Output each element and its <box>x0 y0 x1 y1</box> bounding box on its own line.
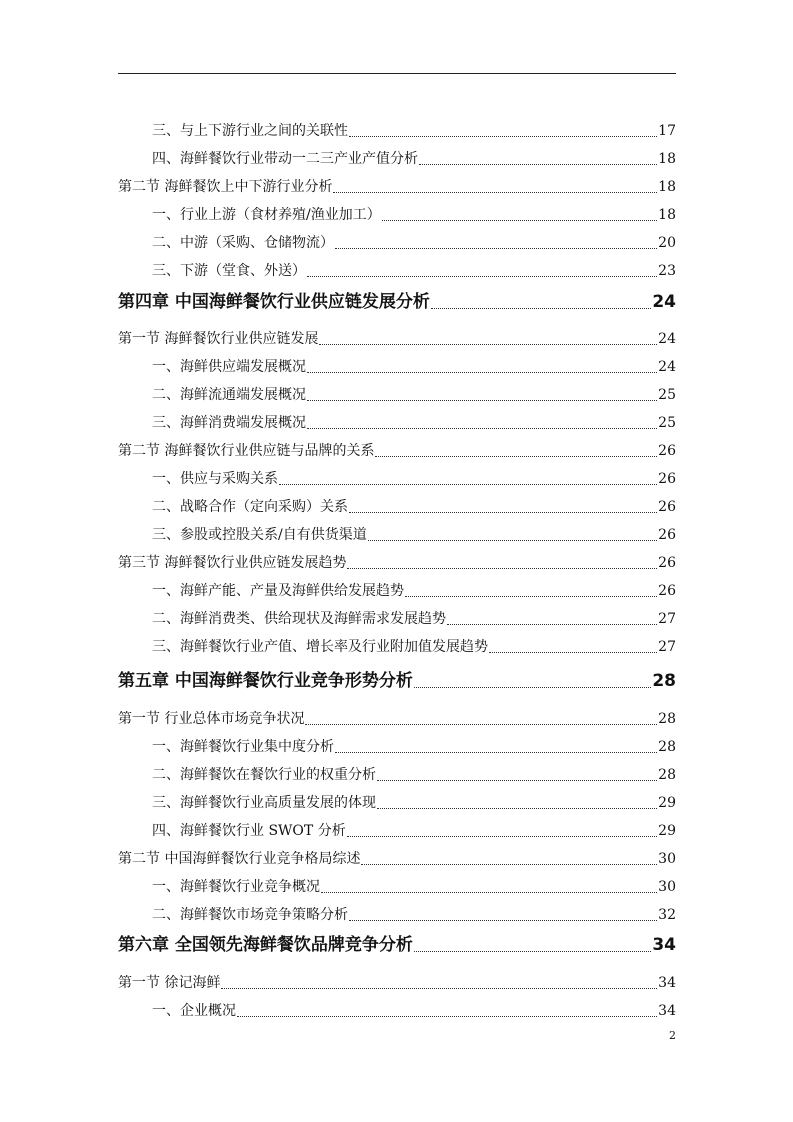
toc-entry-page: 25 <box>658 415 676 431</box>
toc-subsection-entry[interactable] <box>152 386 676 404</box>
toc-entry-page: 28 <box>652 671 676 691</box>
dot-leader <box>279 484 657 485</box>
toc-entry-page: 26 <box>658 555 676 571</box>
dot-leader <box>405 596 657 597</box>
toc-subsection-entry[interactable] <box>152 878 676 896</box>
toc-section-entry[interactable] <box>118 974 676 992</box>
toc-entry-page: 24 <box>652 292 676 312</box>
toc-entry-page: 29 <box>658 823 676 839</box>
toc-entry-title: 一、海鲜餐饮行业集中度分析 <box>152 739 334 755</box>
toc-entry-title: 一、行业上游（食材养殖/渔业加工） <box>152 207 381 223</box>
toc-entry-title: 二、海鲜流通端发展概况 <box>152 387 306 403</box>
dot-leader <box>349 512 657 513</box>
toc-entry-title: 二、海鲜餐饮在餐饮行业的权重分析 <box>152 767 376 783</box>
toc-entry-title: 一、海鲜供应端发展概况 <box>152 359 306 375</box>
toc-subsection-entry[interactable] <box>152 498 676 516</box>
toc-subsection-entry[interactable] <box>152 358 676 376</box>
dot-leader <box>349 920 657 921</box>
toc-subsection-entry[interactable] <box>152 414 676 432</box>
toc-subsection-entry[interactable] <box>152 822 676 840</box>
toc-entry-page: 34 <box>652 935 676 955</box>
toc-chapter-entry[interactable] <box>118 291 676 313</box>
toc-section-entry[interactable] <box>118 442 676 460</box>
toc-entry-title: 四、海鲜餐饮行业 SWOT 分析 <box>152 823 346 839</box>
dot-leader <box>414 951 651 952</box>
toc-entry-page: 34 <box>658 1003 676 1019</box>
toc-entry-page: 27 <box>658 639 676 655</box>
toc-subsection-entry[interactable] <box>152 526 676 544</box>
toc-subsection-entry[interactable] <box>152 906 676 924</box>
toc-subsection-entry[interactable] <box>152 638 676 656</box>
toc-entry-title: 第四章 中国海鲜餐饮行业供应链发展分析 <box>118 292 430 312</box>
header-rule <box>118 73 676 74</box>
toc-chapter-entry[interactable] <box>118 670 676 692</box>
toc-entry-page: 24 <box>658 359 676 375</box>
toc-entry-page: 28 <box>658 767 676 783</box>
dot-leader <box>305 724 657 725</box>
toc-section-entry[interactable] <box>118 330 676 348</box>
toc-entry-page: 26 <box>658 471 676 487</box>
toc-subsection-entry[interactable] <box>152 234 676 252</box>
dot-leader <box>431 308 651 309</box>
toc-entry-title: 第一节 行业总体市场竞争状况 <box>118 711 305 727</box>
toc-entry-title: 一、海鲜餐饮行业竞争概况 <box>152 879 320 895</box>
toc-chapter-entry[interactable] <box>118 934 676 956</box>
toc-entry-page: 26 <box>658 443 676 459</box>
dot-leader <box>335 248 657 249</box>
toc-entry-title: 二、海鲜餐饮市场竞争策略分析 <box>152 907 348 923</box>
toc-entry-title: 第三节 海鲜餐饮行业供应链发展趋势 <box>118 555 347 571</box>
toc-entry-title: 三、与上下游行业之间的关联性 <box>152 123 348 139</box>
dot-leader <box>361 864 657 865</box>
toc-subsection-entry[interactable] <box>152 122 676 140</box>
toc-entry-page: 32 <box>658 907 676 923</box>
toc-entry-page: 34 <box>658 975 676 991</box>
toc-entry-page: 18 <box>658 207 676 223</box>
toc-entry-title: 四、海鲜餐饮行业带动一二三产业产值分析 <box>152 151 418 167</box>
toc-entry-page: 30 <box>658 851 676 867</box>
toc-section-entry[interactable] <box>118 710 676 728</box>
toc-entry-page: 23 <box>658 263 676 279</box>
dot-leader <box>307 400 657 401</box>
toc-subsection-entry[interactable] <box>152 582 676 600</box>
toc-entry-title: 第二节 海鲜餐饮行业供应链与品牌的关系 <box>118 443 375 459</box>
toc-entry-page: 26 <box>658 527 676 543</box>
toc-entry-title: 二、海鲜消费类、供给现状及海鲜需求发展趋势 <box>152 611 446 627</box>
toc-entry-title: 三、参股或控股关系/自有供货渠道 <box>152 527 367 543</box>
toc-subsection-entry[interactable] <box>152 206 676 224</box>
toc-entry-title: 第一节 徐记海鲜 <box>118 975 221 991</box>
dot-leader <box>349 136 657 137</box>
toc-entry-title: 三、海鲜消费端发展概况 <box>152 415 306 431</box>
toc-section-entry[interactable] <box>118 850 676 868</box>
toc-entry-title: 一、海鲜产能、产量及海鲜供给发展趋势 <box>152 583 404 599</box>
toc-entry-page: 28 <box>658 711 676 727</box>
toc-entry-title: 第五章 中国海鲜餐饮行业竞争形势分析 <box>118 671 413 691</box>
dot-leader <box>237 1016 657 1017</box>
toc-subsection-entry[interactable] <box>152 470 676 488</box>
toc-entry-title: 三、下游（堂食、外送） <box>152 263 306 279</box>
page-number: 2 <box>669 1029 676 1042</box>
dot-leader <box>377 780 657 781</box>
dot-leader <box>368 540 657 541</box>
toc-entry-page: 18 <box>658 151 676 167</box>
toc-entry-title: 二、战略合作（定向采购）关系 <box>152 499 348 515</box>
toc-subsection-entry[interactable] <box>152 610 676 628</box>
dot-leader <box>414 687 651 688</box>
toc-entry-title: 第二节 中国海鲜餐饮行业竞争格局综述 <box>118 851 361 867</box>
toc-entry-title: 三、海鲜餐饮行业产值、增长率及行业附加值发展趋势 <box>152 639 488 655</box>
dot-leader <box>321 892 657 893</box>
toc-entry-page: 30 <box>658 879 676 895</box>
dot-leader <box>319 344 657 345</box>
toc-entry-page: 29 <box>658 795 676 811</box>
toc-entry-page: 25 <box>658 387 676 403</box>
dot-leader <box>377 808 657 809</box>
toc-entry-page: 24 <box>658 331 676 347</box>
toc-entry-page: 20 <box>658 235 676 251</box>
dot-leader <box>307 428 657 429</box>
toc-entry-title: 一、供应与采购关系 <box>152 471 278 487</box>
toc-entry-page: 28 <box>658 739 676 755</box>
toc-subsection-entry[interactable] <box>152 794 676 812</box>
toc-entry-page: 17 <box>658 123 676 139</box>
toc-section-entry[interactable] <box>118 178 676 196</box>
dot-leader <box>221 988 657 989</box>
toc-entry-page: 26 <box>658 499 676 515</box>
toc-entry-page: 18 <box>658 179 676 195</box>
dot-leader <box>307 276 657 277</box>
toc-subsection-entry[interactable] <box>152 150 676 168</box>
dot-leader <box>375 456 657 457</box>
toc-entry-title: 第六章 全国领先海鲜餐饮品牌竞争分析 <box>118 935 413 955</box>
dot-leader <box>347 568 657 569</box>
dot-leader <box>333 192 657 193</box>
dot-leader <box>419 164 657 165</box>
dot-leader <box>489 652 657 653</box>
toc-subsection-entry[interactable] <box>152 262 676 280</box>
toc-entry-title: 第一节 海鲜餐饮行业供应链发展 <box>118 331 319 347</box>
dot-leader <box>347 836 657 837</box>
toc-entry-title: 第二节 海鲜餐饮上中下游行业分析 <box>118 179 333 195</box>
toc-section-entry[interactable] <box>118 554 676 572</box>
toc-entry-page: 26 <box>658 583 676 599</box>
dot-leader <box>335 752 657 753</box>
toc-subsection-entry[interactable] <box>152 1002 676 1020</box>
dot-leader <box>382 220 657 221</box>
toc-entry-title: 一、企业概况 <box>152 1003 236 1019</box>
toc-entry-page: 27 <box>658 611 676 627</box>
toc-entry-title: 三、海鲜餐饮行业高质量发展的体现 <box>152 795 376 811</box>
toc-entry-title: 二、中游（采购、仓储物流） <box>152 235 334 251</box>
dot-leader <box>447 624 657 625</box>
toc-subsection-entry[interactable] <box>152 738 676 756</box>
dot-leader <box>307 372 657 373</box>
toc-subsection-entry[interactable] <box>152 766 676 784</box>
